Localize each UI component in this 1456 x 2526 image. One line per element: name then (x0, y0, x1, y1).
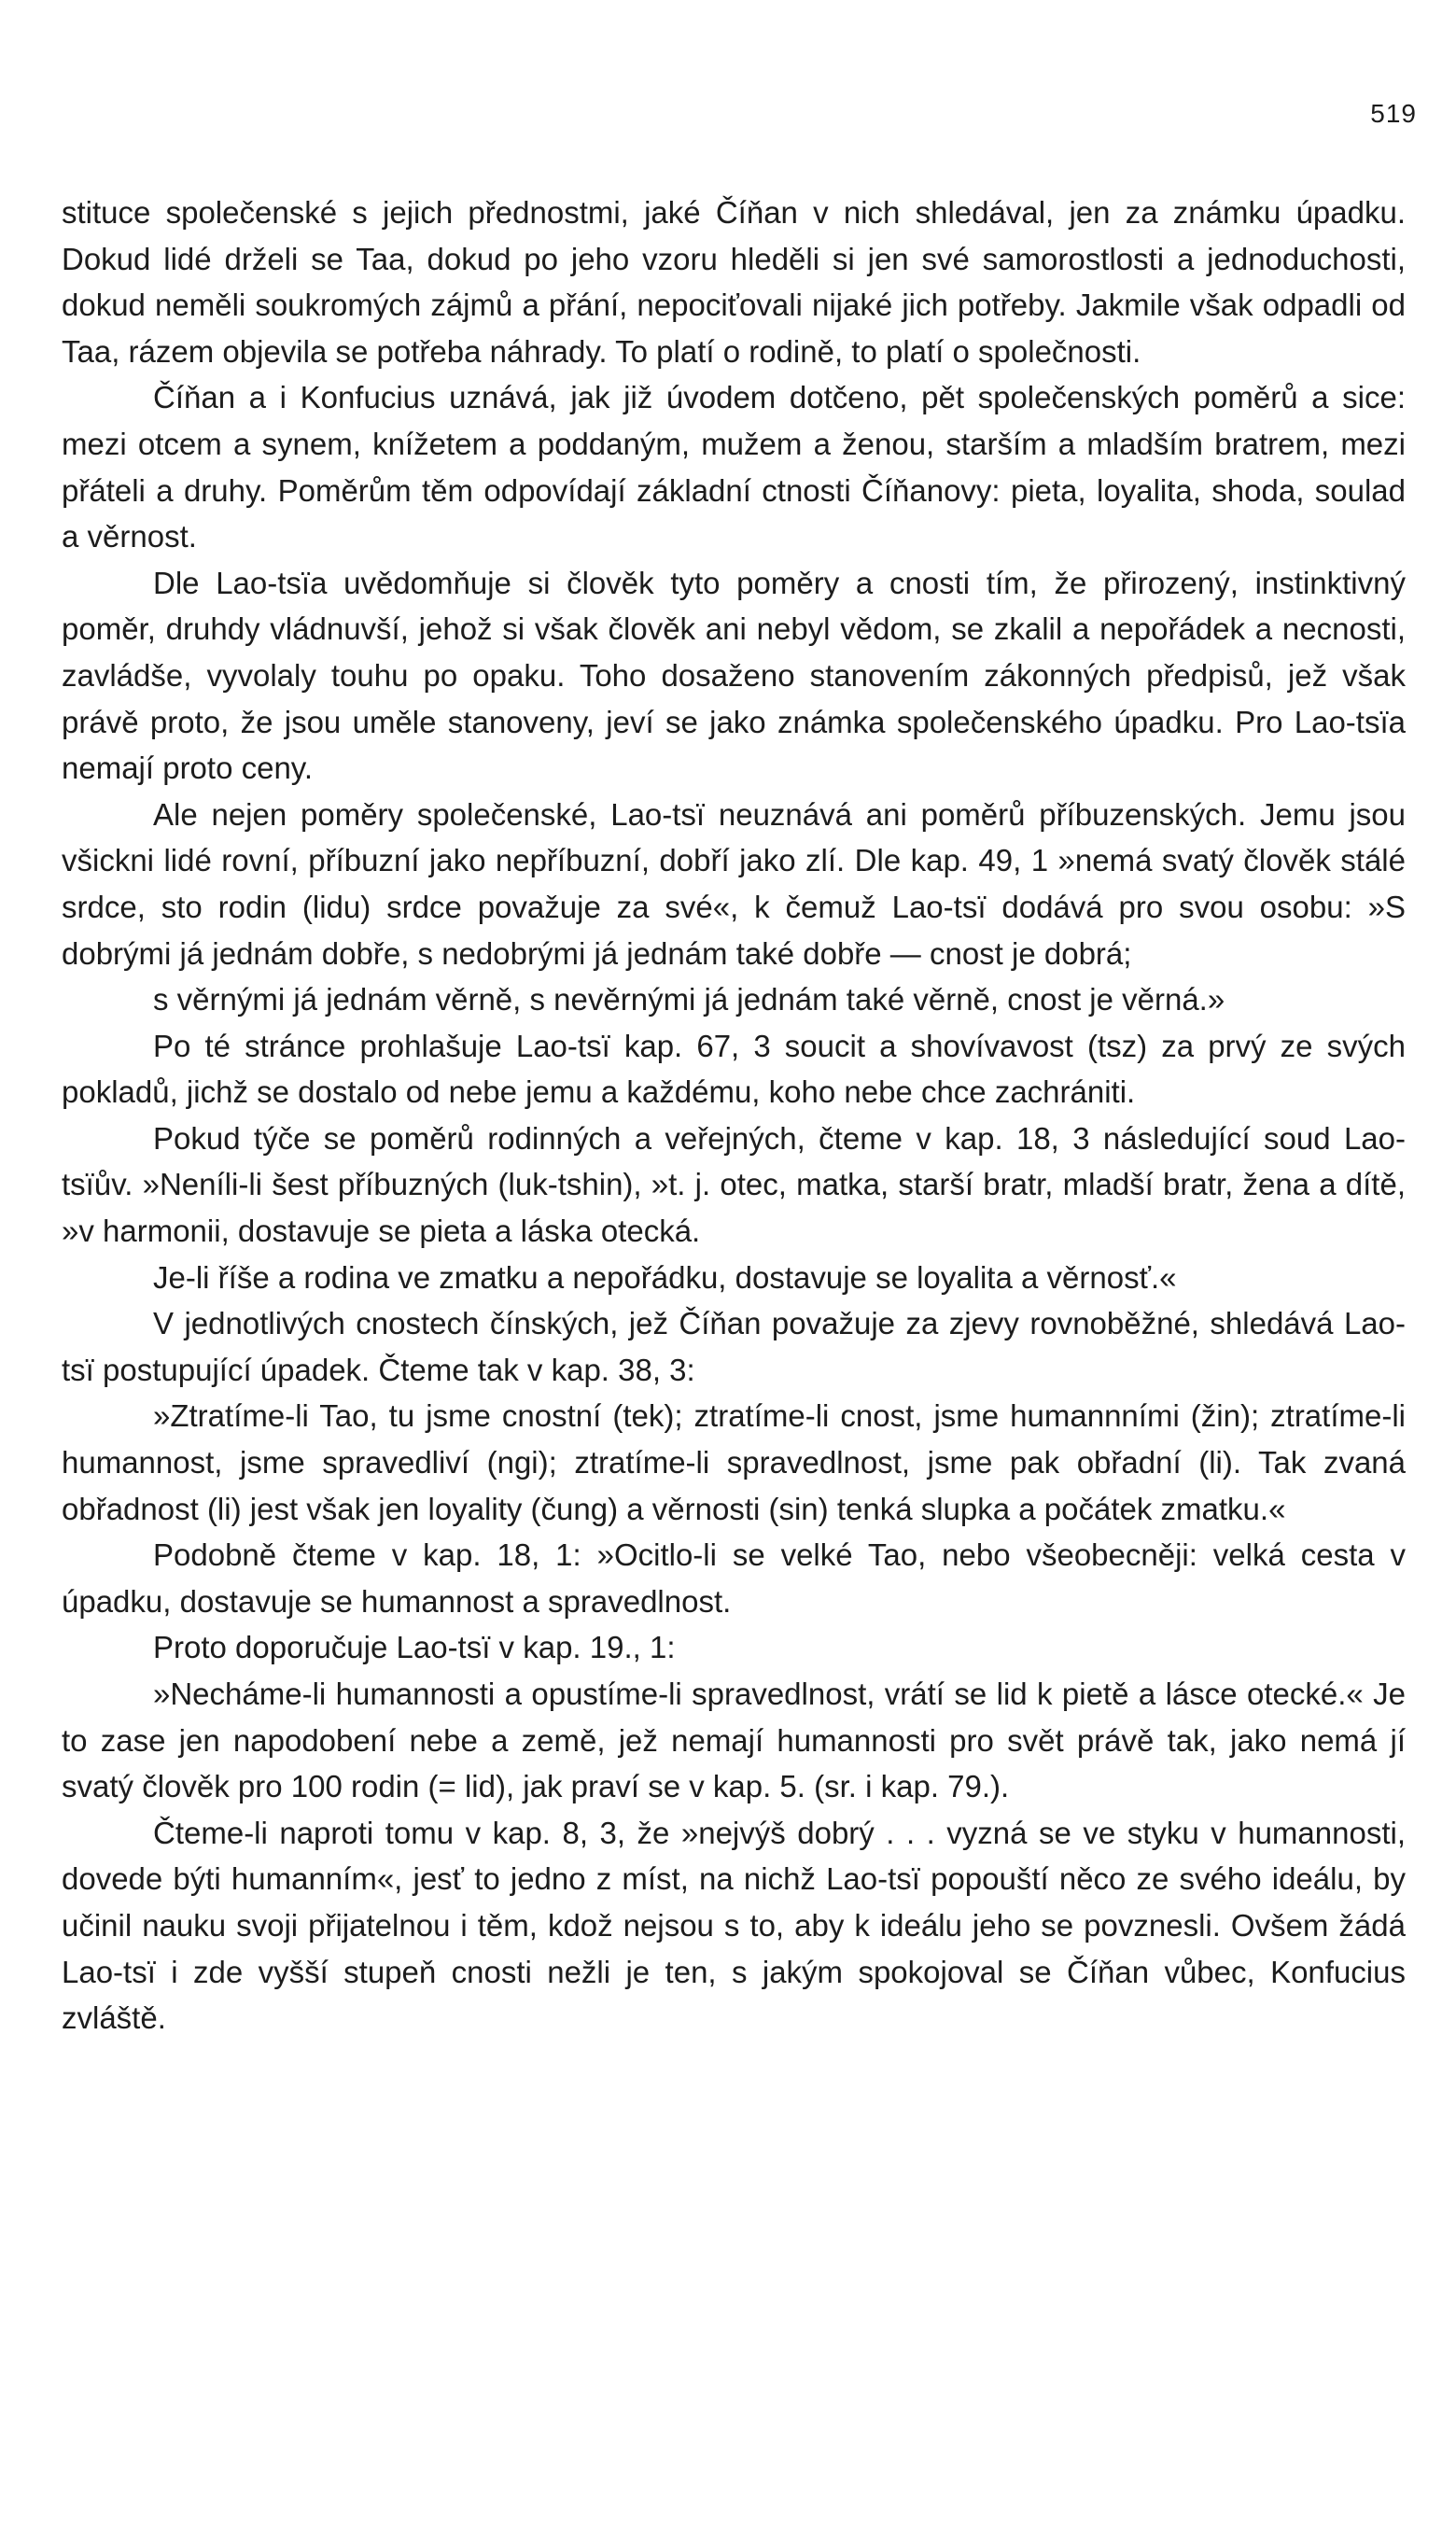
paragraph: »Ztratíme-li Tao, tu jsme cnostní (tek); ztratíme-li cnost, jsme humannními (žin); ztratíme-li humannost, jsme spravedliví (ngi); ztratíme-li spravedlnost, jsme pak obřadní (li). Tak zvaná obřadnost (li) jest však jen loyality (čung) a věrnosti (sin) tenká slupka a počátek zmatku.« (62, 1398, 1406, 1526)
paragraph: »Necháme-li humannosti a opustíme-li spravedlnost, vrátí se lid k pietě a lásce otecké.« Je to zase jen napodobení nebe a země, jež nemají humannosti pro svět právě tak, jako nemá jí svatý člověk pro 100 rodin (= lid), jak praví se v kap. 5. (sr. i kap. 79.). (62, 1677, 1406, 1804)
paragraph: Proto doporučuje Lao-tsï v kap. 19., 1: (153, 1630, 676, 1665)
paragraph: Pokud týče se poměrů rodinných a veřejných, čteme v kap. 18, 3 následující soud Lao-tsïův. »Neníli-li šest příbuzných (luk-tshin), »t. j. otec, matka, starší bratr, mladší bratr, žena a dítě, »v harmonii, dostavuje se pieta a láska otecká. (62, 1120, 1406, 1249)
paragraph: stituce společenské s jejich přednostmi, jaké Číňan v nich shledával, jen za známku úpadku. Dokud lidé drželi se Taa, dokud po jeho vzoru hleděli si jen své samorostlosti a jednoduchosti, dokud neměli soukromých zájmů a přání, nepociťovali nijaké jich potřeby. Jakmile však odpadli od Taa, rázem objevila se potřeba náhrady. To platí o rodině, to platí o společnosti. (62, 195, 1406, 369)
paragraph: Číňan a i Konfucius uznává, jak již úvodem dotčeno, pět společenských poměrů a sice: mezi otcem a synem, knížetem a poddaným, mužem a ženou, starším a mladším bratrem, mezi přáteli a druhy. Poměrům těm odpovídají základní ctnosti Číňanovy: pieta, loyalita, shoda, soulad a věrnost. (62, 380, 1406, 554)
paragraph: Po té stránce prohlašuje Lao-tsï kap. 67, 3 soucit a shovívavost (tsz) za prvý ze svých pokladů, jichž se dostalo od nebe jemu a každému, koho nebe chce zachrániti. (62, 1028, 1406, 1110)
paragraph: Dle Lao-tsïa uvědomňuje si člověk tyto poměry a cnosti tím, že přirozený, instinktivný poměr, druhdy vládnuvší, jehož si však člověk ani nebyl vědom, se zkalil a nepořádek a necnosti, zavládše, vyvolaly touhu po opaku. Toho dosaženo stanovením zákonných předpisů, jež však právě proto, že jsou uměle stanoveny, jeví se jako známka společenského úpadku. Pro Lao-tsïa nemají proto ceny. (62, 565, 1406, 786)
paragraph: V jednotlivých cnostech čínských, jež Číňan považuje za zjevy rovnoběžné, shledává Lao-tsï postupující úpadek. Čteme tak v kap. 38, 3: (62, 1306, 1406, 1387)
paragraph: Je-li říše a rodina ve zmatku a nepořádku, dostavuje se loyalita a věrnosť.« (153, 1259, 1177, 1295)
body-text (62, 189, 1406, 2042)
paragraph: s věrnými já jednám věrně, s nevěrnými já jednám také věrně, cnost je věrná.» (153, 982, 1225, 1017)
paragraph: Čteme-li naproti tomu v kap. 8, 3, že »nejvýš dobrý . . . vyzná se ve styku v humannosti, dovede býti humanním«, jesť to jedno z míst, na nichž Lao-tsï popouští něco ze svého ideálu, by učinil nauku svoji přijatelnou i těm, kdož nejsou s to, aby k ideálu jeho se povznesli. Ovšem žádá Lao-tsï i zde vyšší stupeň cnosti nežli je ten, s jakým spokojoval se Číňan vůbec, Konfucius zvláště. (62, 1815, 1406, 2036)
paragraph: Ale nejen poměry společenské, Lao-tsï neuznává ani poměrů příbuzenských. Jemu jsou všickni lidé rovní, příbuzní jako nepříbuzní, dobří jako zlí. Dle kap. 49, 1 »nemá svatý člověk stálé srdce, sto rodin (lidu) srdce považuje za své«, k čemuž Lao-tsï dodává pro svou osobu: »S dobrými já jednám dobře, s nedobrými já jednám také dobře — cnost je dobrá; (62, 796, 1406, 971)
paragraph: Podobně čteme v kap. 18, 1: »Ocitlo-li se velké Tao, nebo všeobecněji: velká cesta v úpadku, dostavuje se humannost a spravedlnost. (62, 1537, 1406, 1619)
page-number: 519 (1370, 99, 1417, 128)
